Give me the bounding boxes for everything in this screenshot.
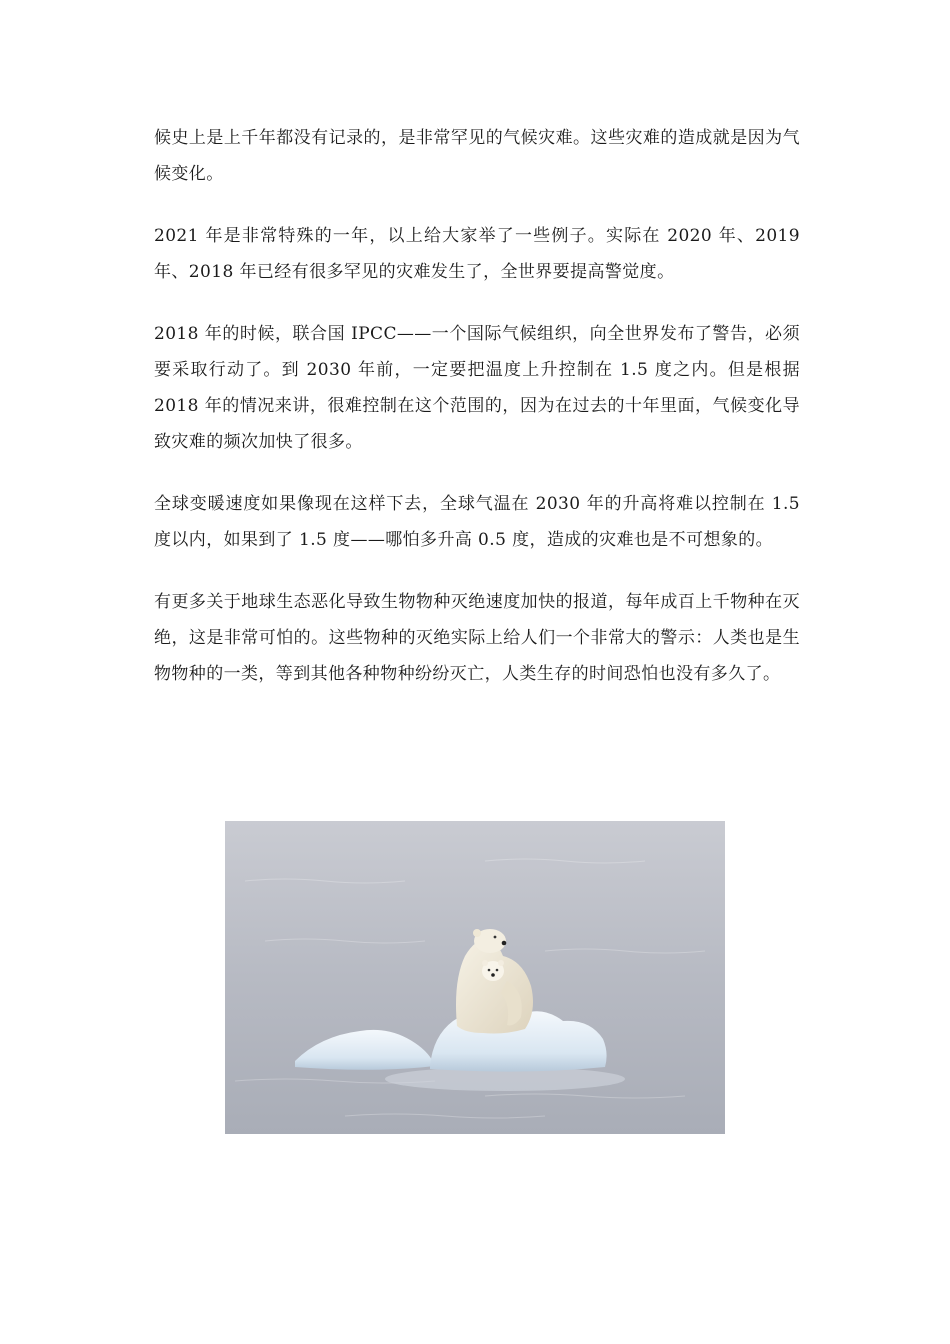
paragraph-5: 有更多关于地球生态恶化导致生物物种灭绝速度加快的报道，每年成百上千物种在灭绝，这是非常可怕的。这些物种的灭绝实际上给人们一个非常大的警示：人类也是生物物种的一类，等到其他各种物种纷纷灭亡，人类生存的时间恐怕也没有多久了。 — [154, 592, 800, 684]
paragraph-2: 2021 年是非常特殊的一年，以上给大家举了一些例子。实际在 2020 年、2019 年、2018 年已经有很多罕见的灾难发生了，全世界要提高警觉度。 — [154, 226, 800, 282]
polar-bear-cub-ear — [482, 960, 488, 966]
paragraph-1: 候史上是上千年都没有记录的，是非常罕见的气候灾难。这些灾难的造成就是因为气候变化。 — [154, 128, 800, 184]
polar-bear-eye — [494, 936, 497, 939]
paragraph-3: 2018 年的时候，联合国 IPCC——一个国际气候组织，向全世界发布了警告，必须要采取行动了。到 2030 年前，一定要把温度上升控制在 1.5 度之内。但是根据 2018 年的情况来讲，很难控制在这个范围的，因为在过去的十年里面，气候变化导致灾难的频次加快了很多。 — [154, 324, 800, 452]
polar-bear-cub-ear-2 — [498, 960, 504, 966]
polar-bear-illustration — [225, 821, 725, 1134]
polar-bear-cub-eye — [488, 969, 491, 972]
polar-bear-photo — [225, 821, 725, 1134]
polar-bear-nose — [502, 941, 507, 946]
polar-bear-ear — [473, 929, 481, 937]
document-body — [154, 120, 800, 718]
polar-bear-cub-nose — [491, 973, 495, 977]
paragraph-4: 全球变暖速度如果像现在这样下去，全球气温在 2030 年的升高将难以控制在 1.5 度以内，如果到了 1.5 度——哪怕多升高 0.5 度，造成的灾难也是不可想象的。 — [154, 494, 800, 550]
polar-bear-cub-eye-2 — [496, 969, 499, 972]
